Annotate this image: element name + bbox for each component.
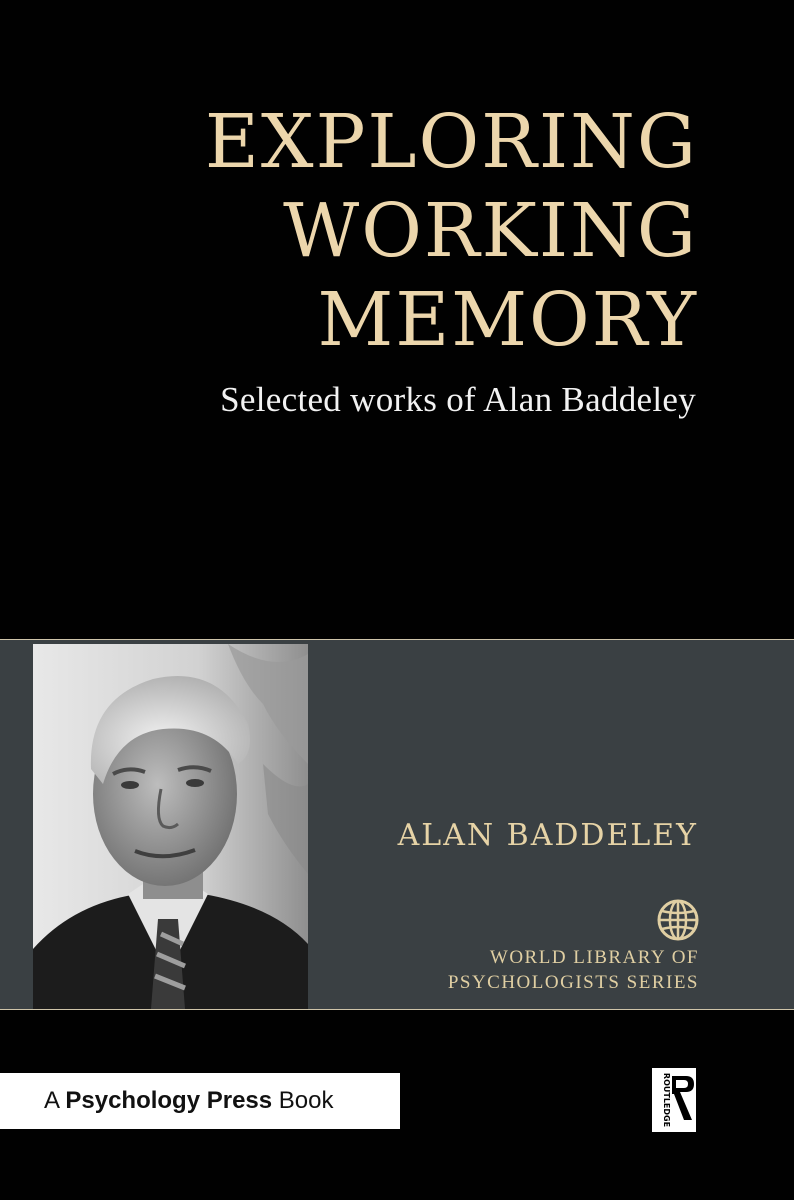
author-portrait-image bbox=[33, 644, 308, 1009]
divider-bottom bbox=[0, 1009, 794, 1010]
globe-icon bbox=[656, 898, 700, 942]
svg-text:ROUTLEDGE: ROUTLEDGE bbox=[662, 1072, 671, 1128]
title-line-3: MEMORY bbox=[317, 277, 698, 363]
book-subtitle: Selected works of Alan Baddeley bbox=[220, 380, 696, 419]
publisher-prefix: A bbox=[44, 1087, 66, 1114]
title-line-2: WORKING bbox=[283, 188, 698, 274]
book-title bbox=[205, 98, 698, 365]
author-name: ALAN BADDELEY bbox=[397, 818, 698, 853]
series-name bbox=[448, 945, 699, 995]
series-line-2: PSYCHOLOGISTS SERIES bbox=[447, 972, 699, 993]
author-photo bbox=[33, 644, 308, 1009]
publisher-banner bbox=[0, 1073, 400, 1129]
publisher-suffix: Book bbox=[272, 1087, 334, 1114]
series-line-1: WORLD LIBRARY OF bbox=[489, 947, 699, 968]
routledge-logo-icon bbox=[650, 1066, 698, 1134]
publisher-text bbox=[44, 1087, 334, 1115]
title-line-1: EXPLORING bbox=[204, 99, 698, 185]
publisher-name: Psychology Press bbox=[65, 1087, 273, 1114]
